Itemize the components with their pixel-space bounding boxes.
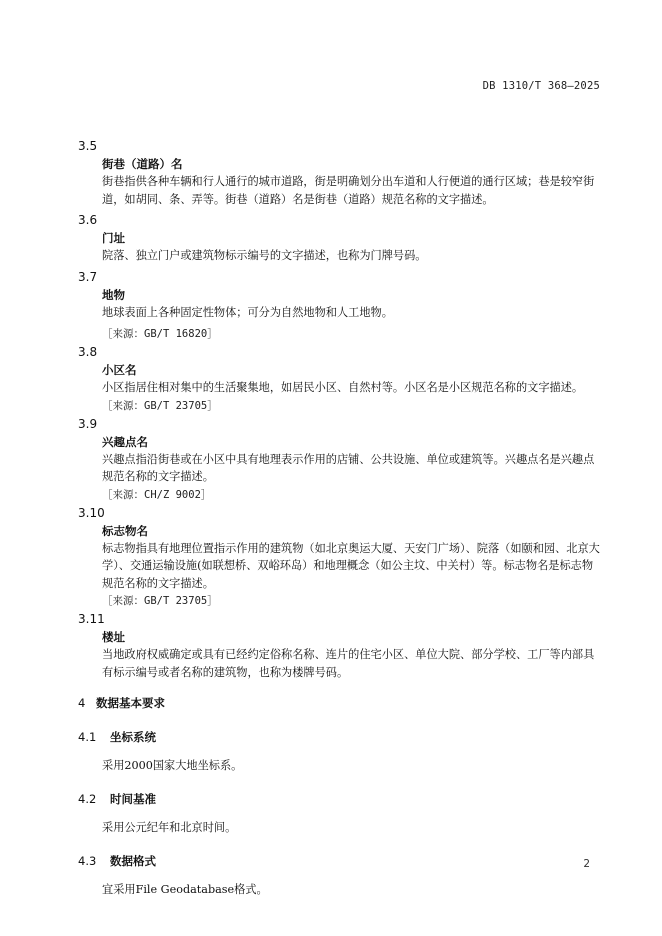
section-heading [78,851,604,871]
term-title: 街巷（道路）名 [102,157,183,171]
document-code-header: DB 1310/T 368—2025 [482,80,600,92]
term-definition: 小区指居住相对集中的生活聚集地，如居民小区、自然村等。小区名是小区规范名称的文字描述。 [102,381,584,394]
term-definition: 当地政府权威确定或具有已经约定俗称名称、连片的住宅小区、单位大院、部分学校、工厂等内部具有标示编号或者名称的建筑物，也称为楼牌号码。 [102,648,595,679]
term-definition: 街巷指供各种车辆和行人通行的城市道路，街是明确划分出车道和人行便道的通行区域；巷是较窄街道，如胡同、条、弄等。街巷（道路）名是街巷（道路）规范名称的文字描述。 [102,175,595,206]
term-title: 地物 [102,287,125,302]
section-text: 采用公元纪年和北京时间。 [102,821,237,834]
term-entry [78,610,604,681]
term-entry [78,415,604,504]
term-title: 小区名 [102,363,137,377]
term-title: 兴趣点名 [102,434,148,449]
term-source: ［来源：GB/T 23705］ [102,595,218,607]
term-number: 3.8 [78,345,98,359]
term-definition: 兴趣点指沿街巷或在小区中具有地理表示作用的店铺、公共设施、单位或建筑等。兴趣点名是兴趣点规范名称的文字描述。 [102,452,595,483]
section-title: 时间基准 [110,792,156,806]
section-number: 4.3 [78,854,97,868]
term-entry [78,343,604,415]
term-entry [78,137,604,208]
term-number: 3.7 [78,269,98,284]
page-number: 2 [583,858,590,870]
section-text: 采用2000国家大地坐标系。 [102,759,243,772]
section-text: 宜采用File Geodatabase格式。 [102,883,268,896]
chapter-title: 数据基本要求 [96,696,165,710]
section-title: 坐标系统 [110,730,156,744]
chapter-number: 4 [78,696,86,710]
term-title: 门址 [102,231,125,245]
term-source: ［来源：CH/Z 9002］ [102,488,212,501]
term-source: ［来源：GB/T 23705］ [102,399,218,412]
section-heading [78,727,604,747]
term-entry [78,211,604,265]
term-entry [78,268,604,344]
term-title: 楼址 [102,630,125,644]
term-number: 3.11 [78,612,105,626]
term-definition: 标志物指具有地理位置指示作用的建筑物（如北京奥运大厦、天安门广场）、院落（如颐和园、北京大学）、交通运输设施(如联想桥、双峪环岛）和地理概念（如公主坟、中关村）等。标志物名是标志物规范名称的文字描述。 [102,541,600,590]
term-title: 标志物名 [102,523,148,538]
section-title: 数据格式 [110,854,156,868]
page-content [78,137,604,899]
term-number: 3.6 [78,213,98,227]
term-number: 3.10 [78,505,105,520]
term-definition: 院落、独立门户或建筑物标示编号的文字描述，也称为门牌号码。 [102,249,427,262]
term-source: ［来源：GB/T 16820］ [102,328,218,340]
term-number: 3.9 [78,416,98,431]
section-number: 4.1 [78,730,97,744]
term-number: 3.5 [78,139,98,153]
chapter-heading [78,693,604,713]
term-entry [78,504,604,611]
term-definition: 地球表面上各种固定性物体；可分为自然地物和人工地物。 [102,305,393,319]
section-heading [78,789,604,809]
section-number: 4.2 [78,792,97,806]
